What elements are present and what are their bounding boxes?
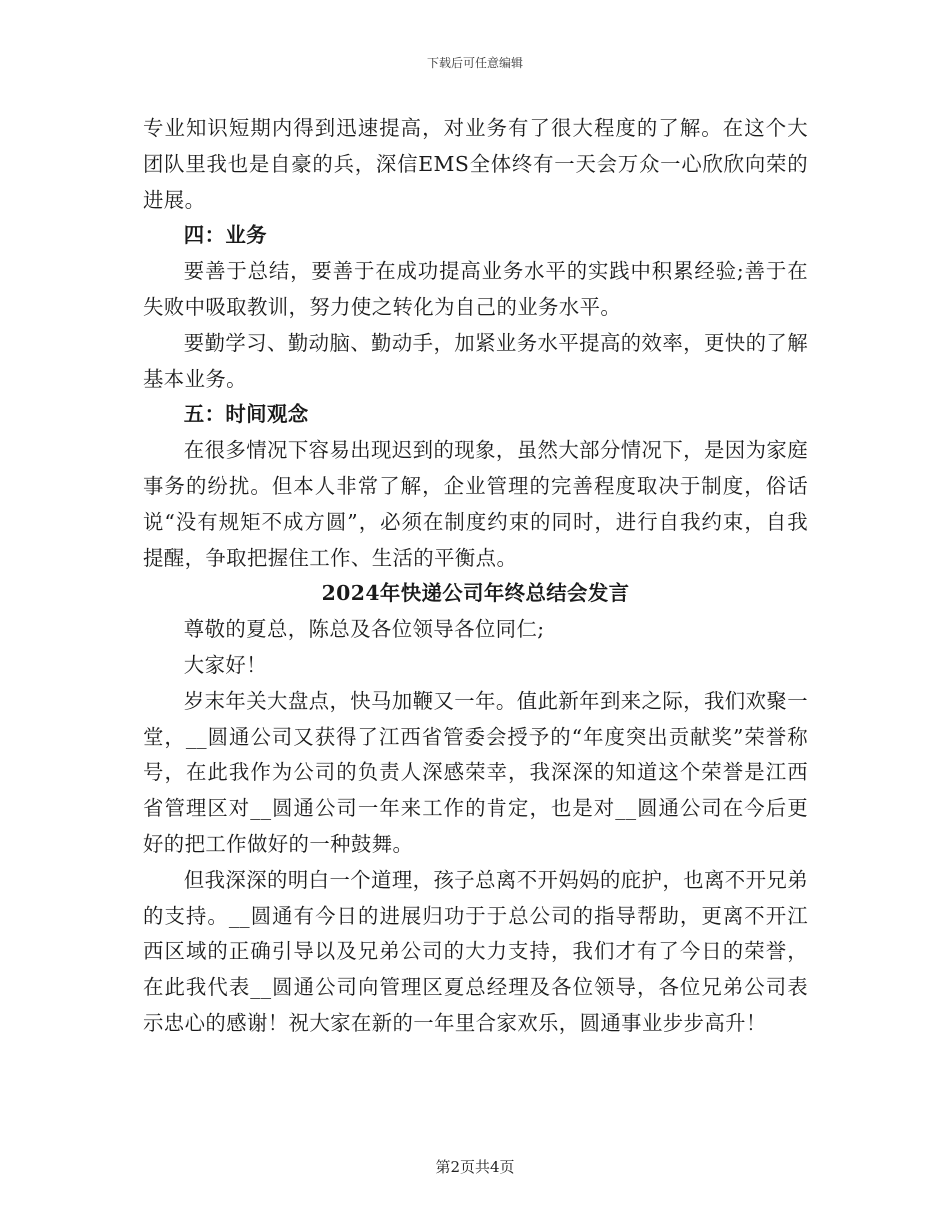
paragraph-continuation: 专业知识短期内得到迅速提高，对业务有了很大程度的了解。在这个大团队里我也是自豪的兵，深信EMS全体终有一天会万众一心欣欣向荣的进展。 bbox=[143, 116, 808, 212]
paragraph-business-2: 要勤学习、勤动脑、勤动手，加紧业务水平提高的效率，更快的了解基本业务。 bbox=[143, 330, 808, 391]
page-number: 第2页共4页 bbox=[435, 1158, 515, 1176]
paragraph-speech-2: 但我深深的明白一个道理，孩子总离不开妈妈的庇护，也离不开兄弟的支持。__圆通有今日的进展归功于于总公司的指导帮助，更离不开江西区域的正确引导以及兄弟公司的大力支持，我们才有了今日的荣誉，在此我代表__圆通公司向管理区夏总经理及各位领导，各位兄弟公司表示忠心的感谢！祝大家在新的一年里合家欢乐，圆通事业步步高升！ bbox=[143, 867, 808, 1035]
paragraph-time: 在很多情况下容易出现迟到的现象，虽然大部分情况下，是因为家庭事务的纷扰。但本人非常了解，企业管理的完善程度取决于制度，俗话说“没有规矩不成方圆”，必须在制度约束的同时，进行自我约束，自我提醒，争取把握住工作、生活的平衡点。 bbox=[143, 438, 808, 570]
section-heading-time: 五：时间观念 bbox=[183, 402, 309, 427]
header-note: 下载后可任意编辑 bbox=[426, 56, 523, 70]
document-body bbox=[143, 111, 808, 1042]
speech-title: 2024年快递公司年终总结会发言 bbox=[321, 581, 630, 606]
paragraph-greeting: 大家好！ bbox=[183, 652, 267, 677]
section-heading-business: 四：业务 bbox=[183, 223, 267, 248]
paragraph-salutation: 尊敬的夏总，陈总及各位领导各位同仁; bbox=[183, 617, 545, 642]
paragraph-business-1: 要善于总结，要善于在成功提高业务水平的实践中积累经验;善于在失败中吸取教训，努力使之转化为自己的业务水平。 bbox=[143, 259, 808, 319]
paragraph-speech-1: 岁末年关大盘点，快马加鞭又一年。值此新年到来之际，我们欢聚一堂，__圆通公司又获得了江西省管委会授予的“年度突出贡献奖”荣誉称号，在此我作为公司的负责人深感荣幸，我深深的知道这个荣誉是江西省管理区对__圆通公司一年来工作的肯定，也是对__圆通公司在今后更好的把工作做好的一种鼓舞。 bbox=[143, 688, 808, 856]
